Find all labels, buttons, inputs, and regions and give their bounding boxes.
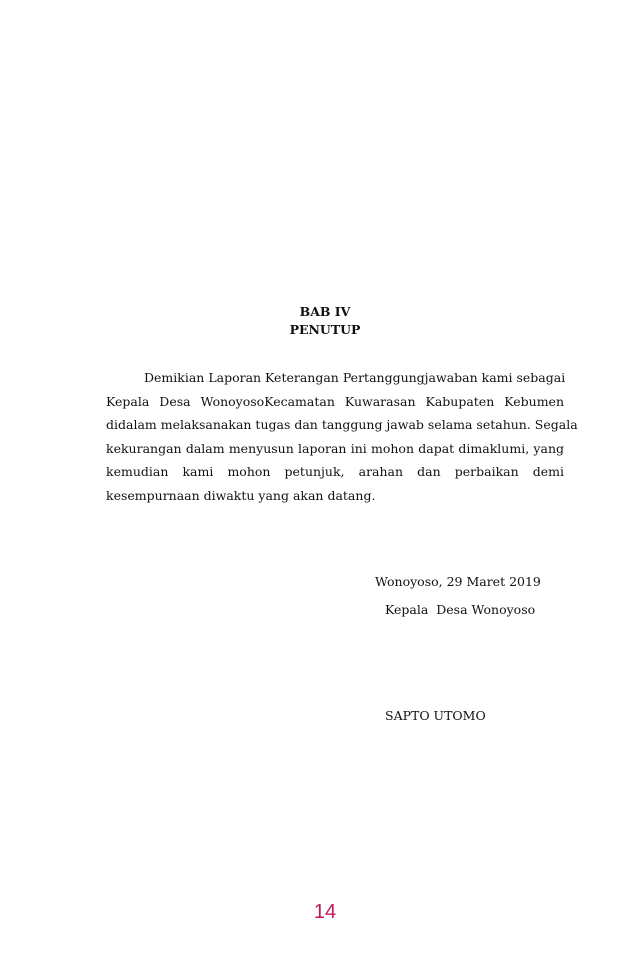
paragraph-line: Demikian Laporan Keterangan Pertanggungjawaban kami sebagai	[144, 370, 566, 385]
chapter-heading: BAB IV	[299, 304, 351, 319]
page-number: 14	[313, 901, 337, 923]
signature-name: SAPTO UTOMO	[385, 708, 486, 723]
paragraph-line: didalam melaksanakan tugas dan tanggung jawab selama setahun. Segala	[106, 417, 578, 433]
paragraph-line: kekurangan dalam menyusun laporan ini mohon dapat dimaklumi, yang	[106, 440, 564, 456]
paragraph-line: Kepala Desa WonoyosoKecamatan Kuwarasan Kabupaten Kebumen	[106, 393, 564, 409]
closing-paragraph	[106, 366, 578, 508]
chapter-title: PENUTUP	[289, 322, 361, 337]
paragraph-line: kemudian kami mohon petunjuk, arahan dan perbaikan demi	[106, 464, 564, 480]
paragraph-line: kesempurnaan diwaktu yang akan datang.	[106, 487, 376, 503]
signature-position: Kepala Desa Wonoyoso	[385, 602, 536, 617]
signature-place-date: Wonoyoso, 29 Maret 2019	[375, 574, 541, 589]
